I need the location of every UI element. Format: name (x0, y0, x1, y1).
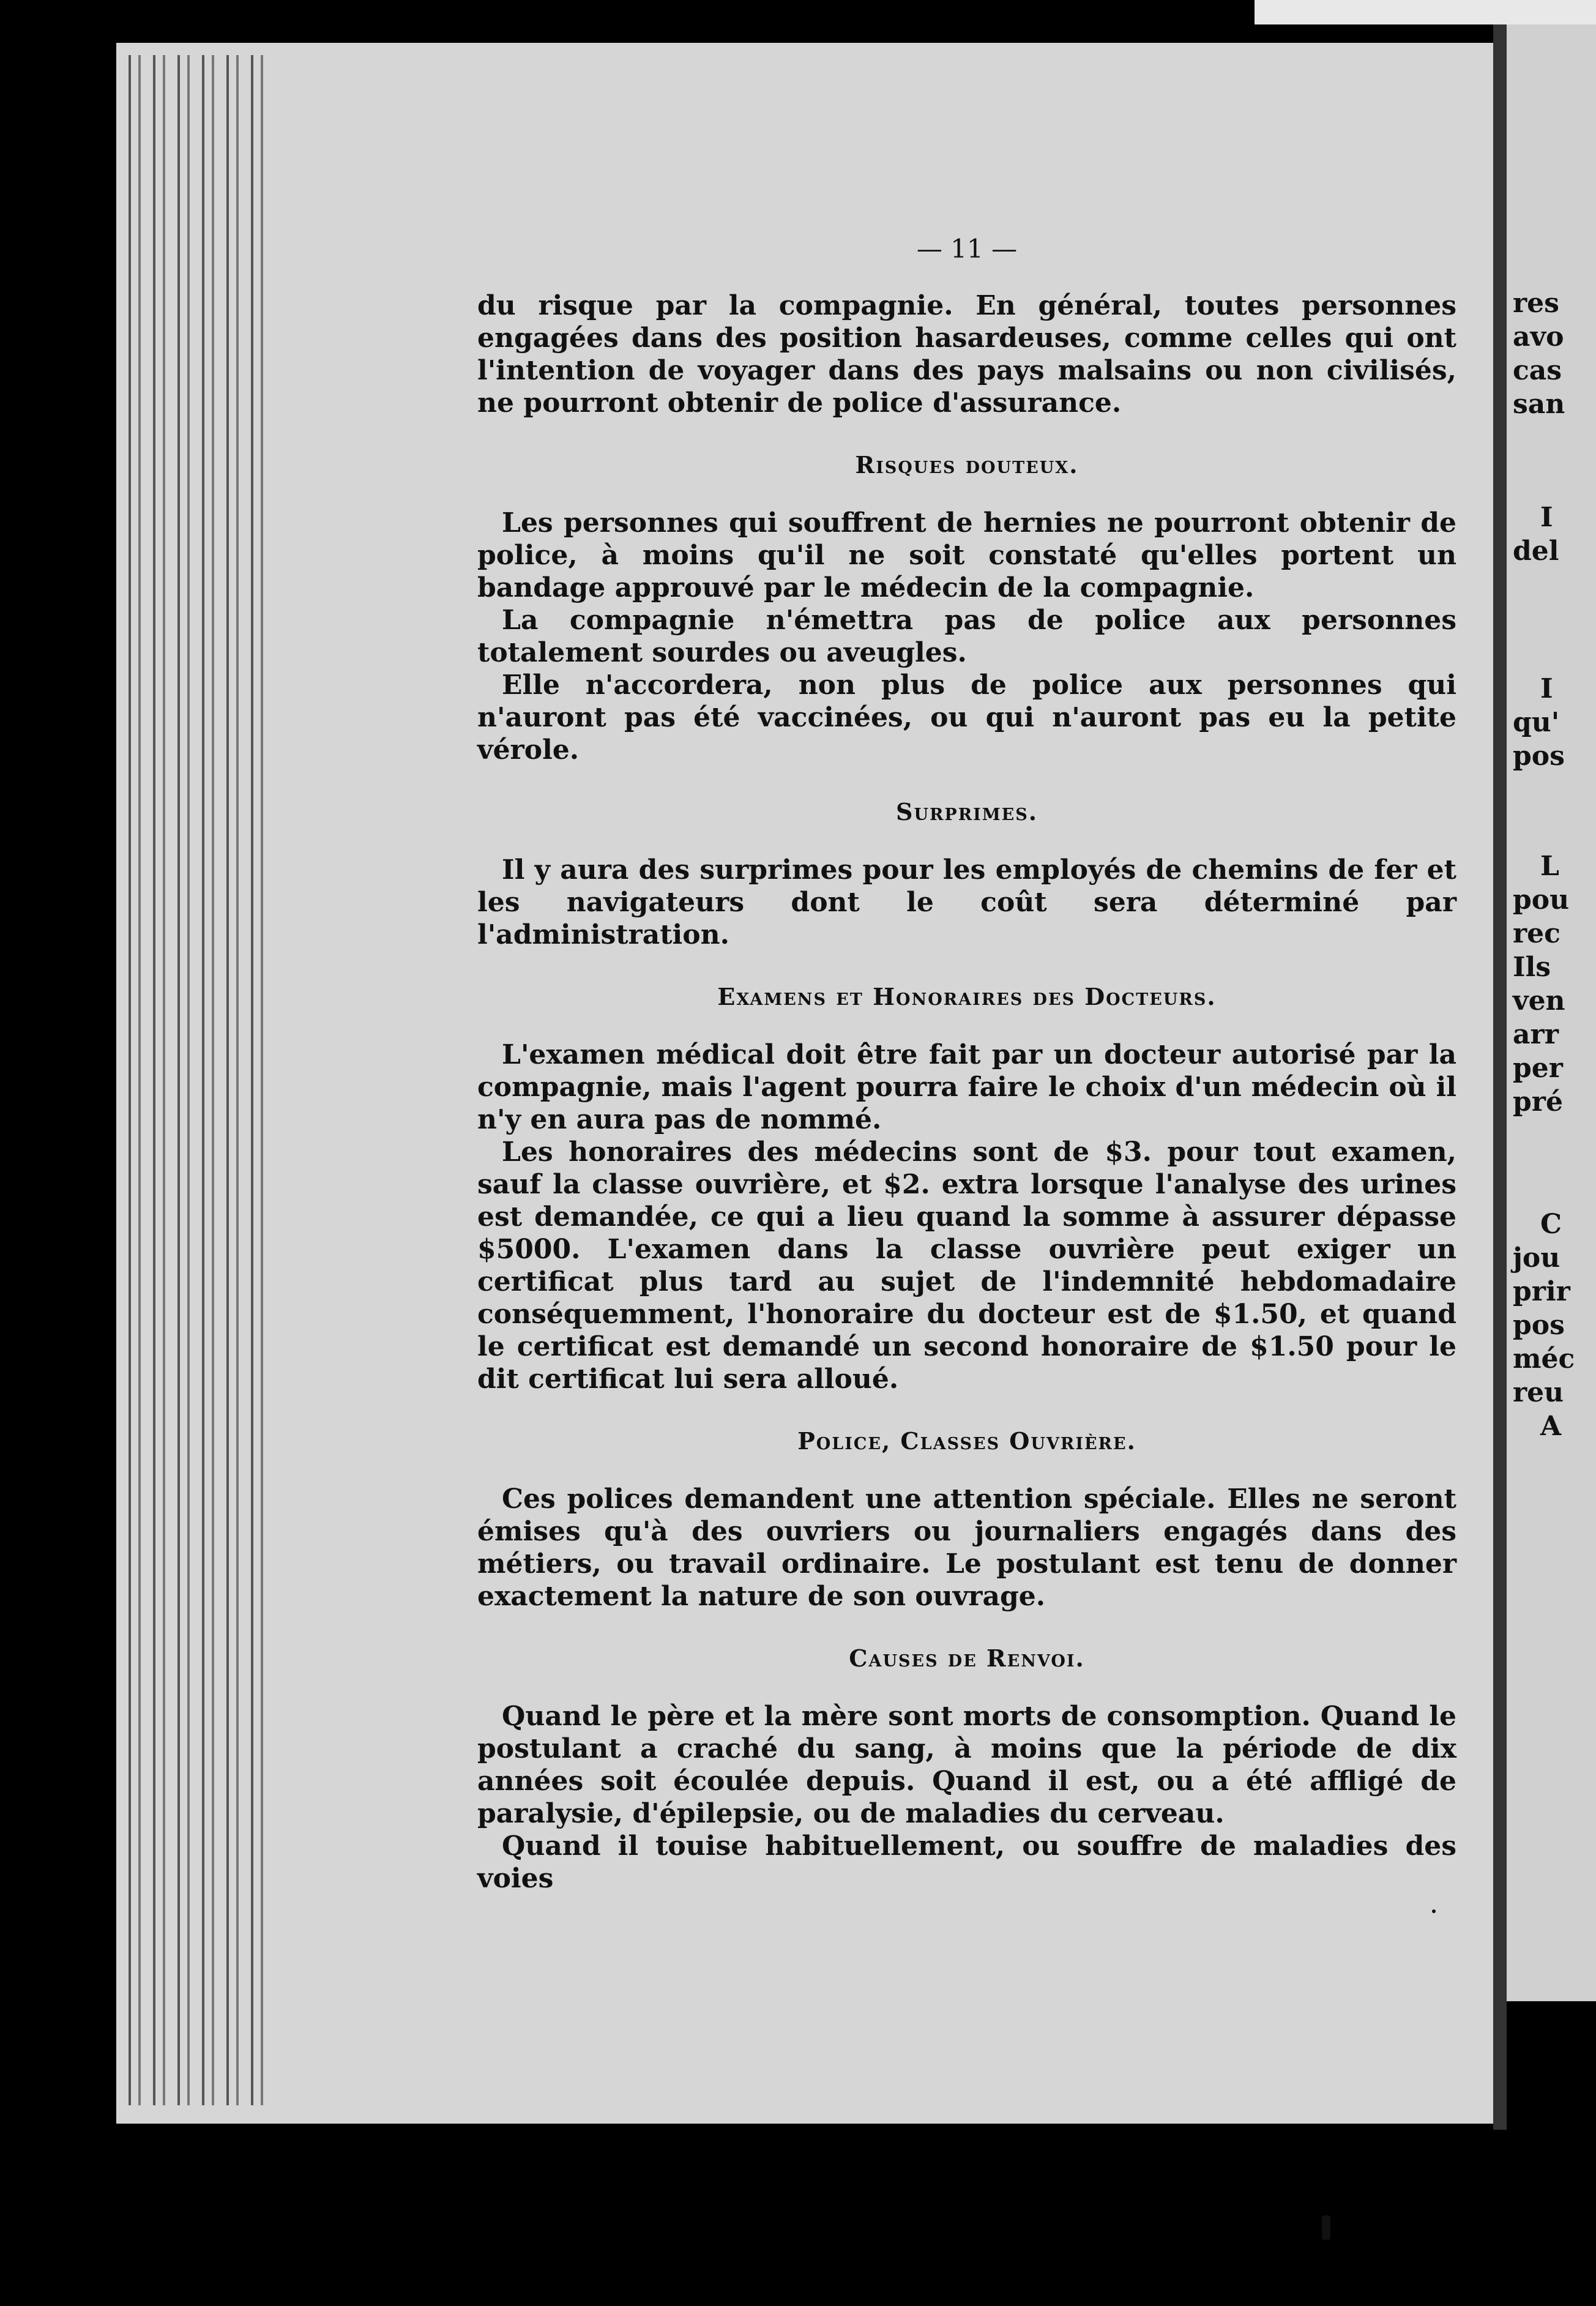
section-paragraph: La compagnie n'émettra pas de police aux personnes totalement sourdes ou aveugles. (477, 605, 1456, 668)
facing-fragment: I (1540, 673, 1553, 704)
facing-fragment: per (1513, 1053, 1563, 1084)
facing-fragment: A (1540, 1411, 1562, 1442)
facing-fragment: L (1540, 851, 1559, 882)
section-risques-douteux (477, 449, 1456, 766)
scan-speck (1322, 2215, 1330, 2240)
book-gutter (1493, 24, 1507, 2130)
facing-fragment: rec (1513, 918, 1561, 949)
facing-fragment: pré (1513, 1086, 1563, 1118)
section-paragraph: L'examen médical doit être fait par un docteur autorisé par la compagnie, mais l'agent pourra faire le choix d'un médecin où il n'y en aura pas de nommé. (477, 1039, 1456, 1135)
section-paragraph: Quand le père et la mère sont morts de consomption. Quand le postulant a craché du sang, à moins que la période de dix années soit écoulée depuis. Quand il est, ou a été affligé de paralysie, d'épilepsie, ou de maladies du cerveau. (477, 1701, 1456, 1829)
scan-margin-strip (1255, 0, 1596, 24)
facing-fragment: qu' (1513, 707, 1560, 738)
section-heading: Police, Classes Ouvrière. (797, 1427, 1136, 1455)
facing-fragment: I (1540, 502, 1553, 533)
facing-page (1507, 24, 1596, 2001)
facing-fragment: pos (1513, 1310, 1565, 1341)
section-paragraph: Ces polices demandent une attention spéciale. Elles ne seront émises qu'à des ouvriers ou journaliers engagés dans des métiers, ou travail ordinaire. Le postulant est tenu de donner exactement la nature de son ouvrage. (477, 1483, 1456, 1612)
section-heading: Examens et Honoraires des Docteurs. (717, 983, 1217, 1010)
section-surprimes (477, 796, 1456, 951)
facing-fragment: pou (1513, 884, 1570, 916)
facing-fragment: C (1540, 1209, 1562, 1240)
facing-fragment: res (1513, 288, 1559, 319)
page-edge-stack (177, 55, 190, 2105)
section-heading: Surprimes. (896, 798, 1038, 826)
section-examens (477, 980, 1456, 1395)
page-text (477, 233, 1456, 1895)
section-paragraph: Les honoraires des médecins sont de $3. pour tout examen, sauf la classe ouvrière, et $2. extra lorsque l'analyse des urines est demandée, ce qui a lieu quand la somme à assurer dépasse $5000. L'examen dans la classe ouvrière peut exiger un certificat plus tard au sujet de l'indemnité hebdomadaire conséquemment, l'honoraire du docteur est de $1.50, et quand le certificat est demandé un second honoraire de $1.50 pour le dit certificat lui sera alloué. (477, 1136, 1456, 1395)
facing-fragment: arr (1513, 1019, 1559, 1050)
facing-fragment: pos (1513, 741, 1565, 772)
scan-speck (1432, 1909, 1436, 1913)
facing-fragment: avo (1513, 321, 1564, 353)
facing-fragment: del (1513, 535, 1559, 567)
section-heading: Causes de Renvoi. (849, 1644, 1085, 1672)
page-number: — 11 — (916, 234, 1018, 264)
section-police-classes-ouvriere (477, 1425, 1456, 1613)
facing-fragment: san (1513, 389, 1565, 420)
page-edge-stack (251, 55, 263, 2105)
facing-fragment: reu (1513, 1377, 1564, 1408)
section-paragraph: Quand il touise habituellement, ou souffre de maladies des voies (477, 1830, 1456, 1894)
page-edge-stack (129, 55, 141, 2105)
facing-fragment: ven (1513, 985, 1565, 1017)
section-heading: Risques douteux. (855, 451, 1079, 479)
facing-fragment: jou (1513, 1242, 1561, 1274)
page-edge-stack (202, 55, 214, 2105)
page-edge-stack (153, 55, 165, 2105)
section-paragraph: Elle n'accordera, non plus de police aux personnes qui n'auront pas été vaccinées, ou qui n'auront pas eu la petite vérole. (477, 670, 1456, 766)
section-causes-de-renvoi (477, 1642, 1456, 1895)
facing-fragment: méc (1513, 1343, 1575, 1375)
facing-fragment: prir (1513, 1276, 1570, 1307)
facing-fragment: Ils (1513, 952, 1551, 983)
section-paragraph: Les personnes qui souffrent de hernies ne pourront obtenir de police, à moins qu'il ne soit constaté qu'elles portent un bandage approuvé par le médecin de la compagnie. (477, 507, 1456, 603)
intro-paragraph: du risque par la compagnie. En général, toutes personnes engagées dans des position hasardeuses, comme celles qui ont l'intention de voyager dans des pays malsains ou non civilisés, ne pourront obtenir de police d'assurance. (477, 290, 1456, 419)
page-edge-stack (226, 55, 239, 2105)
facing-fragment: cas (1513, 355, 1562, 386)
section-paragraph: Il y aura des surprimes pour les employés de chemins de fer et les navigateurs dont le coût sera déterminé par l'administration. (477, 854, 1456, 950)
